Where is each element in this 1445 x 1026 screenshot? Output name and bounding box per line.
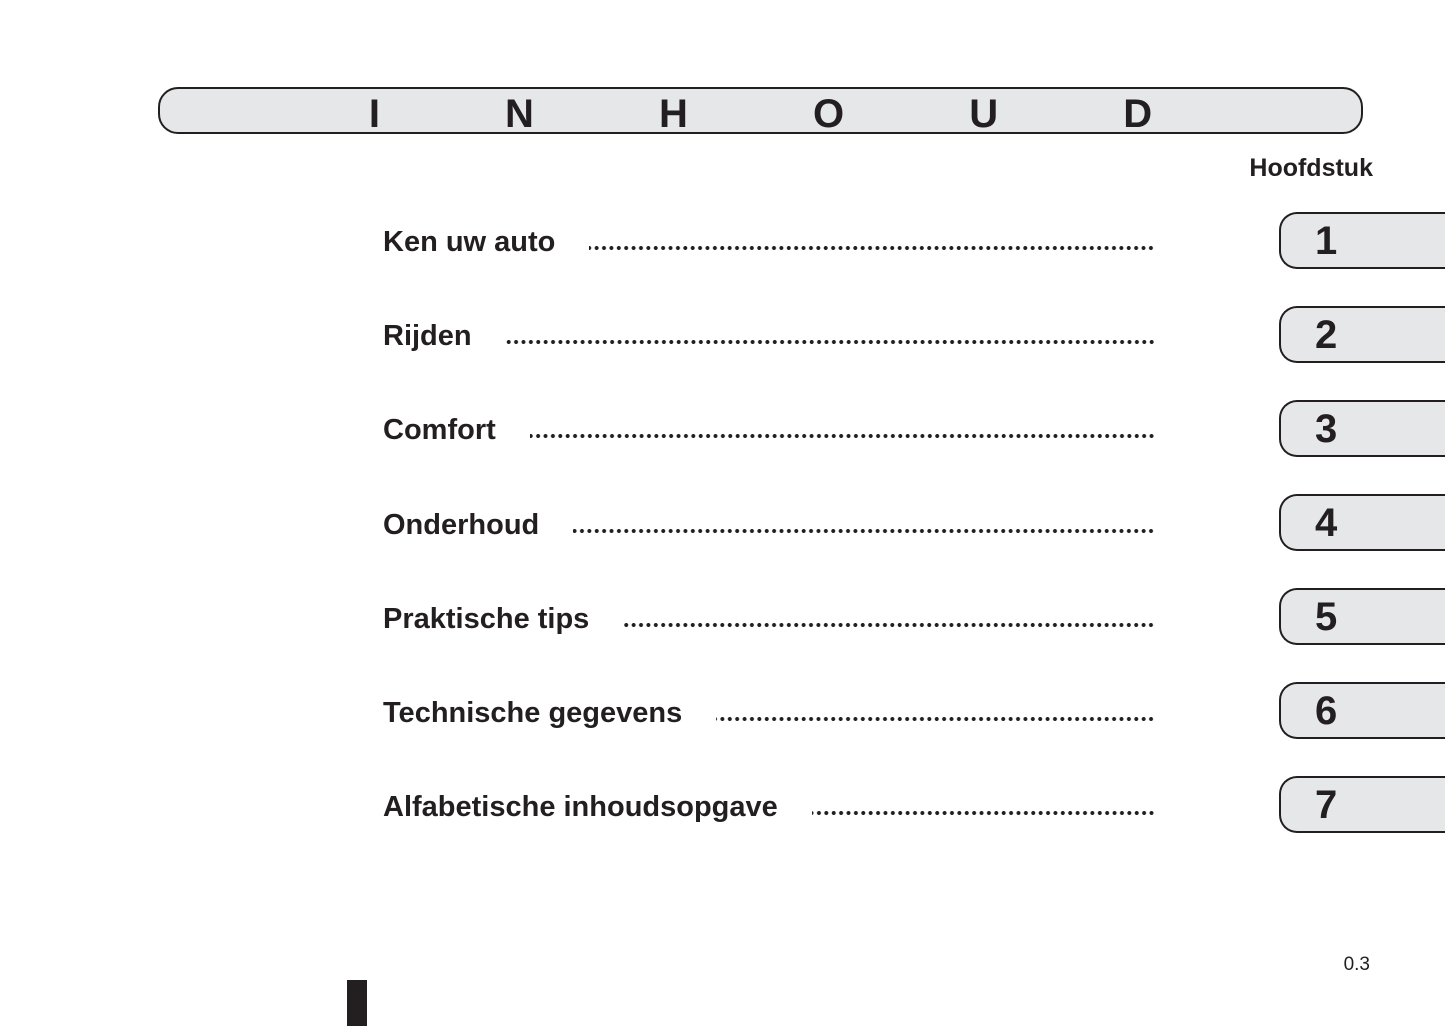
chapter-number: 6 bbox=[1315, 689, 1338, 733]
toc-entry-label: Technische gegevens bbox=[383, 697, 683, 729]
toc-entry-label: Alfabetische inhoudsopgave bbox=[383, 791, 778, 823]
toc-entry-7[interactable] bbox=[383, 791, 1155, 831]
toc-entry-6[interactable] bbox=[383, 697, 1155, 737]
toc-entry-label: Comfort bbox=[383, 414, 496, 446]
page-title: I N H O U D bbox=[368, 92, 1210, 136]
toc-entry-label: Praktische tips bbox=[383, 603, 590, 635]
edge-marker bbox=[347, 980, 367, 1026]
toc-entry-3[interactable] bbox=[383, 414, 1155, 454]
dot-leader bbox=[589, 227, 1155, 251]
dot-leader bbox=[573, 510, 1155, 534]
chapter-tab-7[interactable] bbox=[1279, 776, 1445, 833]
toc-entry-1[interactable] bbox=[383, 226, 1155, 266]
chapter-number: 4 bbox=[1315, 501, 1338, 545]
dot-leader bbox=[530, 415, 1155, 439]
chapter-tab-1[interactable] bbox=[1279, 212, 1445, 269]
dot-leader bbox=[623, 604, 1155, 628]
toc-entry-4[interactable] bbox=[383, 509, 1155, 549]
toc-entry-5[interactable] bbox=[383, 603, 1155, 643]
toc-entry-label: Rijden bbox=[383, 320, 472, 352]
chapter-number: 3 bbox=[1315, 407, 1338, 451]
chapter-tab-6[interactable] bbox=[1279, 682, 1445, 739]
chapter-number: 7 bbox=[1315, 783, 1338, 827]
chapter-number: 5 bbox=[1315, 595, 1338, 639]
chapter-tab-5[interactable] bbox=[1279, 588, 1445, 645]
chapter-tab-3[interactable] bbox=[1279, 400, 1445, 457]
chapter-column-heading: Hoofdstuk bbox=[1249, 154, 1373, 182]
title-bar bbox=[158, 87, 1363, 134]
dot-leader bbox=[506, 321, 1155, 345]
chapter-tab-2[interactable] bbox=[1279, 306, 1445, 363]
dot-leader bbox=[716, 698, 1155, 722]
chapter-tab-4[interactable] bbox=[1279, 494, 1445, 551]
toc-entry-2[interactable] bbox=[383, 320, 1155, 360]
dot-leader bbox=[812, 792, 1155, 816]
toc-entry-label: Onderhoud bbox=[383, 509, 540, 541]
toc-entry-label: Ken uw auto bbox=[383, 226, 556, 258]
page-number: 0.3 bbox=[1343, 954, 1370, 975]
chapter-number: 1 bbox=[1315, 219, 1338, 263]
chapter-number: 2 bbox=[1315, 313, 1338, 357]
